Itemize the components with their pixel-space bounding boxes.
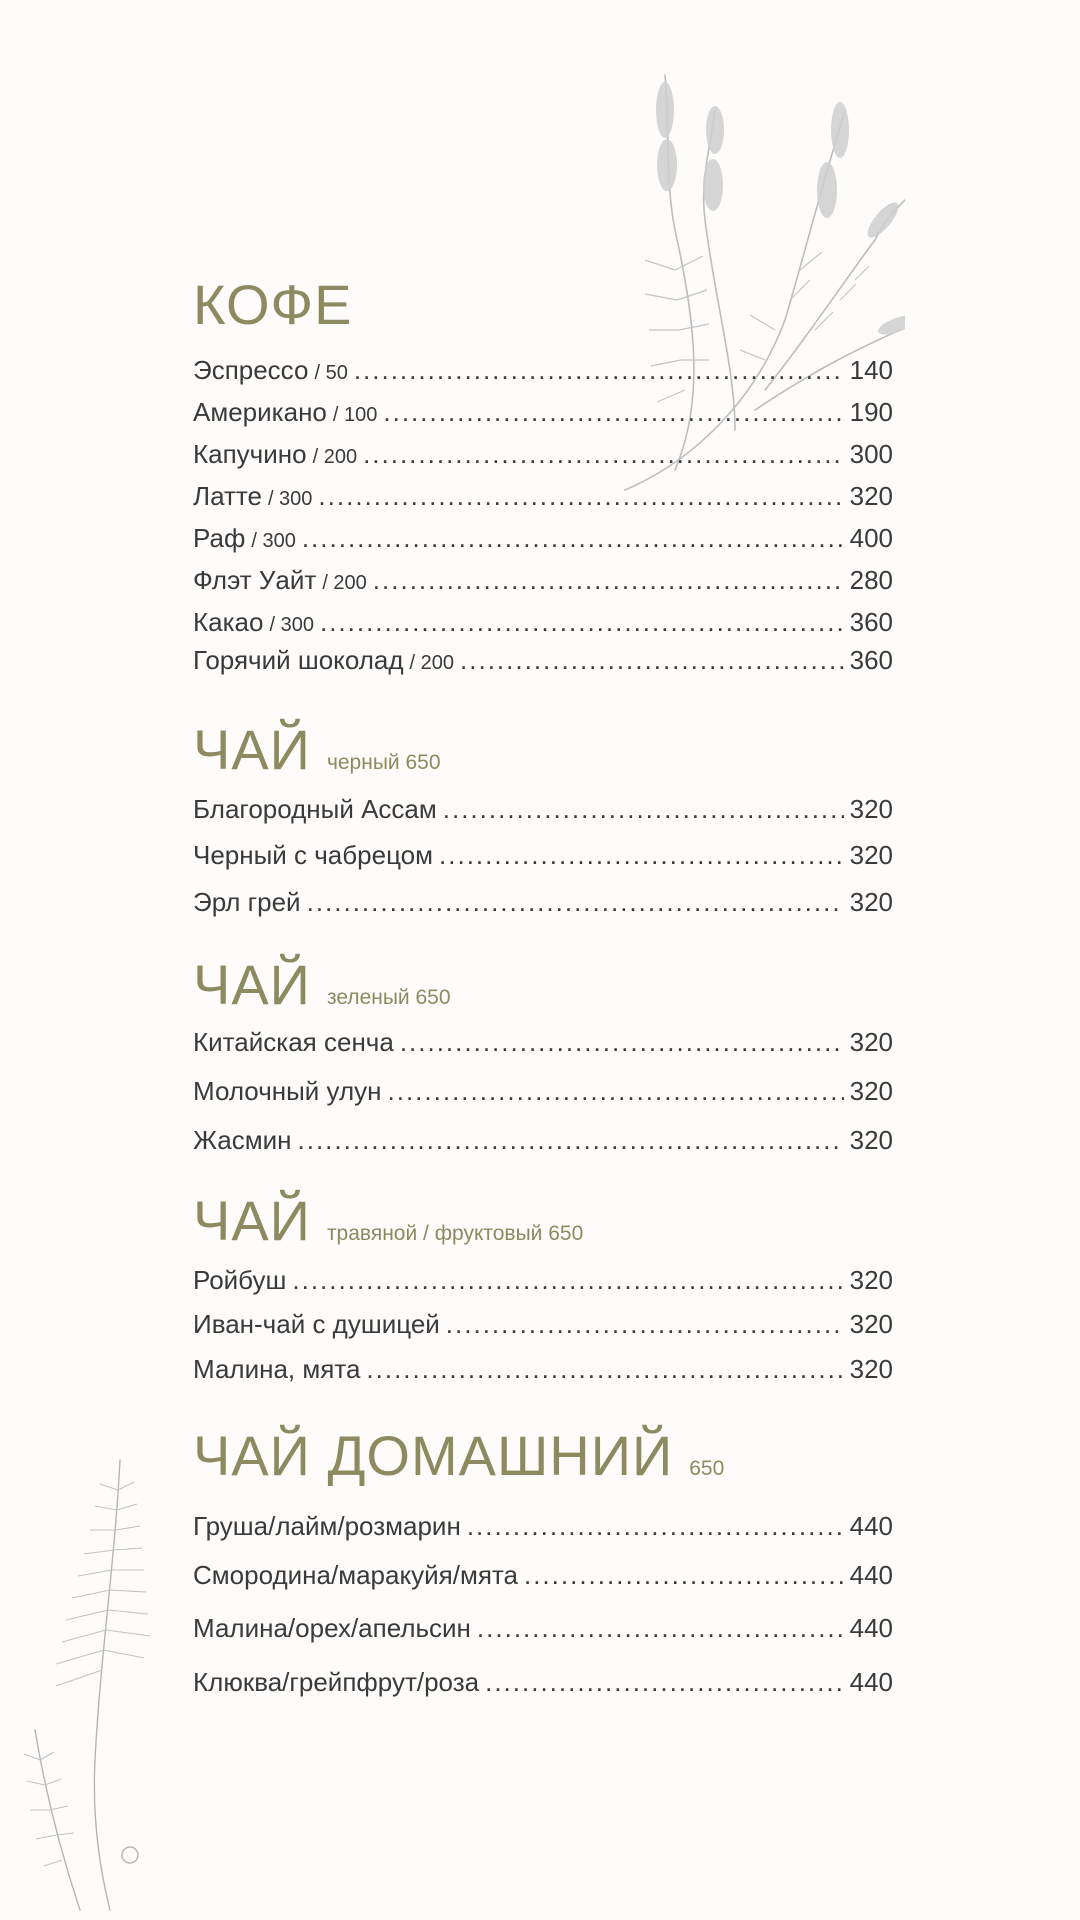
menu-item <box>193 567 893 593</box>
item-name: Флэт Уайт <box>193 565 317 595</box>
dot-leader <box>292 1267 843 1293</box>
item-name: Иван-чай с душицей <box>193 1309 440 1339</box>
dot-leader <box>383 399 843 425</box>
menu-item <box>193 842 893 868</box>
item-volume: / 50 <box>314 362 348 384</box>
section-title-green-tea <box>193 953 451 1016</box>
section-heading: ЧАЙ <box>193 953 311 1016</box>
item-price: 300 <box>849 439 893 469</box>
item-price: 440 <box>849 1613 893 1643</box>
item-name: Клюква/грейпфрут/роза <box>193 1667 480 1697</box>
item-price: 320 <box>849 887 893 917</box>
menu-item <box>193 889 893 915</box>
item-name: Ройбуш <box>193 1265 287 1295</box>
item-price: 320 <box>849 1309 893 1339</box>
dot-leader <box>446 1311 844 1337</box>
menu-item <box>193 1078 893 1104</box>
menu-item <box>193 1267 893 1293</box>
item-price: 320 <box>849 481 893 511</box>
item-volume: / 300 <box>251 530 296 552</box>
menu-item <box>193 609 893 635</box>
dot-leader <box>443 796 844 822</box>
section-subheading: травяной / фруктовый 650 <box>326 1222 584 1245</box>
item-volume: / 300 <box>269 614 314 636</box>
item-volume: / 200 <box>409 652 455 674</box>
item-name: Капучино <box>193 439 307 469</box>
dot-leader <box>460 647 844 673</box>
item-price: 320 <box>849 1265 893 1295</box>
section-subheading: черный 650 <box>326 751 441 774</box>
dot-leader <box>320 609 844 635</box>
item-price: 320 <box>849 1076 893 1106</box>
menu-item <box>193 1311 893 1337</box>
item-price: 320 <box>849 1027 893 1057</box>
menu-item <box>193 1513 893 1539</box>
item-volume: / 100 <box>332 404 378 426</box>
dot-leader <box>477 1615 844 1641</box>
item-price: 400 <box>849 523 893 553</box>
menu-item <box>193 1356 893 1382</box>
section-subheading: зеленый 650 <box>326 986 451 1009</box>
fern-illustration <box>0 1440 190 1920</box>
dot-leader <box>318 483 843 509</box>
item-name: Груша/лайм/розмарин <box>193 1511 461 1541</box>
menu-item <box>193 399 893 425</box>
item-price: 280 <box>849 565 893 595</box>
item-price: 190 <box>849 397 893 427</box>
item-name: Эрл грей <box>193 887 301 917</box>
section-heading: ЧАЙ ДОМАШНИЙ <box>193 1424 674 1487</box>
item-name: Латте <box>193 481 262 511</box>
item-price: 320 <box>849 1354 893 1384</box>
section-title-coffee <box>193 273 353 336</box>
dot-leader <box>298 1127 844 1153</box>
dot-leader <box>400 1029 844 1055</box>
section-heading: ЧАЙ <box>193 1189 311 1252</box>
item-price: 140 <box>849 355 893 385</box>
item-price: 360 <box>849 645 893 675</box>
menu-item <box>193 483 893 509</box>
menu-item <box>193 357 893 383</box>
item-price: 360 <box>849 607 893 637</box>
dot-leader <box>307 889 844 915</box>
item-price: 440 <box>849 1560 893 1590</box>
dot-leader <box>388 1078 844 1104</box>
item-name: Молочный улун <box>193 1076 382 1106</box>
item-name: Какао <box>193 607 264 637</box>
menu-item <box>193 647 893 673</box>
item-name: Эспрессо <box>193 355 309 385</box>
item-name: Американо <box>193 397 327 427</box>
item-name: Раф <box>193 523 246 553</box>
dot-leader <box>467 1513 844 1539</box>
menu-item <box>193 441 893 467</box>
item-volume: / 300 <box>267 488 313 510</box>
item-name: Китайская сенча <box>193 1027 394 1057</box>
item-name: Благородный Ассам <box>193 794 437 824</box>
section-title-herbal-tea <box>193 1189 584 1252</box>
item-price: 440 <box>849 1667 893 1697</box>
item-price: 320 <box>849 840 893 870</box>
item-name: Малина/орех/апельсин <box>193 1613 471 1643</box>
item-name: Жасмин <box>193 1125 292 1155</box>
item-name: Малина, мята <box>193 1354 361 1384</box>
section-title-homemade-tea <box>193 1424 725 1487</box>
dot-leader <box>373 567 844 593</box>
section-subheading: 650 <box>689 1457 725 1480</box>
menu-item <box>193 796 893 822</box>
item-name: Смородина/маракуйя/мята <box>193 1560 518 1590</box>
dot-leader <box>302 525 844 551</box>
dot-leader <box>354 357 844 383</box>
menu-item <box>193 1127 893 1153</box>
dot-leader <box>485 1669 844 1695</box>
section-title-black-tea <box>193 718 441 781</box>
section-heading: КОФЕ <box>193 273 353 336</box>
item-volume: / 200 <box>312 446 358 468</box>
menu-item <box>193 1562 893 1588</box>
section-heading: ЧАЙ <box>193 718 311 781</box>
menu-item <box>193 1029 893 1055</box>
item-volume: / 200 <box>322 572 367 594</box>
item-name: Черный с чабрецом <box>193 840 434 870</box>
dot-leader <box>439 842 844 868</box>
item-name: Горячий шоколад <box>193 645 404 675</box>
menu-item <box>193 525 893 551</box>
menu-item <box>193 1669 893 1695</box>
item-price: 320 <box>849 1125 893 1155</box>
dot-leader <box>363 441 844 467</box>
menu-item <box>193 1615 893 1641</box>
dot-leader <box>366 1356 843 1382</box>
item-price: 320 <box>849 794 893 824</box>
dot-leader <box>524 1562 844 1588</box>
item-price: 440 <box>849 1511 893 1541</box>
